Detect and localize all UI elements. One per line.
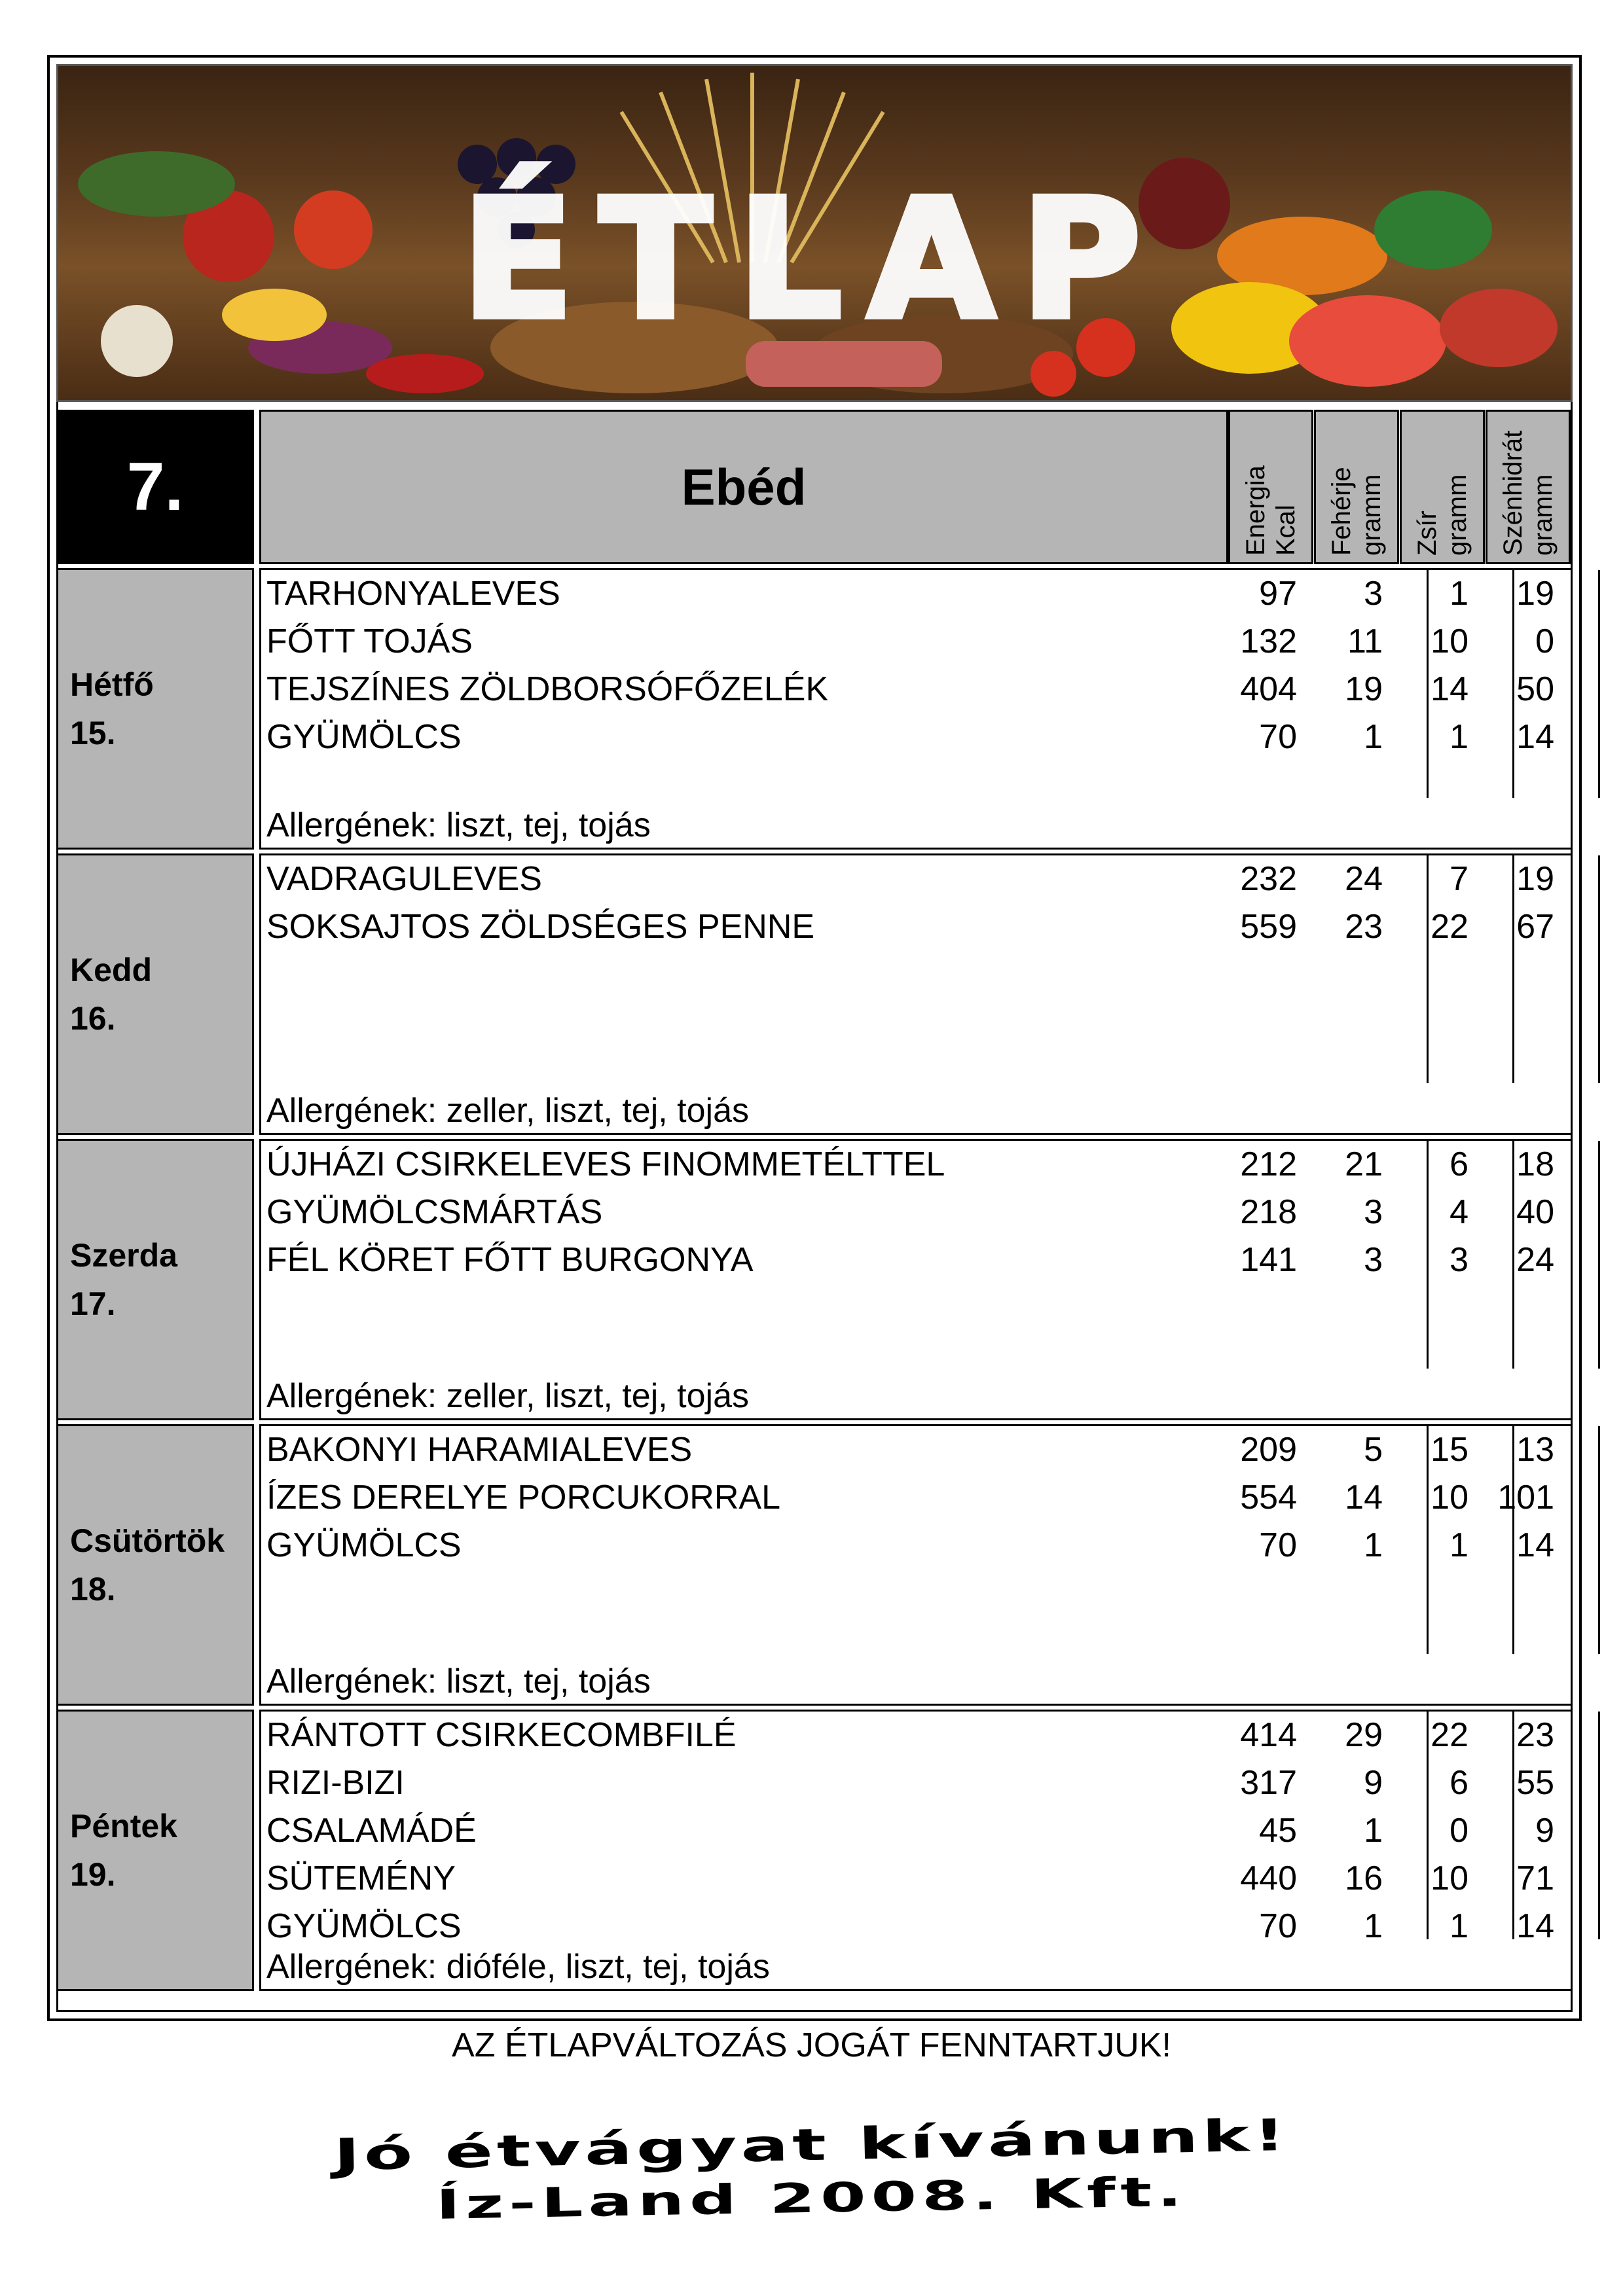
dish-energy: 218 [1240,1193,1297,1231]
day-name: Kedd [70,952,152,988]
dish-row [261,1426,1571,1474]
day-name: Szerda [70,1237,177,1274]
dish-energy: 232 [1240,860,1297,898]
allergen-note: Allergének: liszt, tej, tojás [266,1662,651,1700]
day-dishes [259,568,1573,850]
dish-row [261,1522,1571,1570]
dish-protein: 14 [1345,1479,1383,1516]
allergen-note: Allergének: zeller, liszt, tej, tojás [266,1092,749,1130]
dish-name: GYÜMÖLCS [266,718,462,756]
day-name: Hétfő [70,666,154,703]
dish-carb: 13 [1516,1431,1554,1469]
dish-carb: 67 [1516,908,1554,946]
day-block [56,853,1573,1135]
dish-energy: 212 [1240,1145,1297,1183]
dish-name: FÉL KÖRET FŐTT BURGONYA [266,1241,754,1279]
dish-protein: 29 [1345,1716,1383,1754]
dish-row [261,713,1571,761]
dish-row [261,855,1571,903]
dish-name: GYÜMÖLCS [266,1526,462,1564]
dish-protein: 1 [1364,1526,1383,1564]
dish-carb: 9 [1535,1812,1554,1850]
day-block [56,568,1573,850]
day-dishes [259,1424,1573,1706]
dish-fat: 1 [1450,718,1468,756]
dish-name: CSALAMÁDÉ [266,1812,477,1850]
day-label [56,568,254,850]
dish-carb: 24 [1516,1241,1554,1279]
allergen-note: Allergének: dióféle, liszt, tej, tojás [266,1948,770,1986]
day-date: 16. [70,1000,116,1037]
dish-name: SÜTEMÉNY [266,1859,456,1897]
dish-carb: 19 [1516,575,1554,613]
day-label [56,853,254,1135]
dish-carb: 101 [1497,1479,1554,1516]
meal-title: Ebéd [259,410,1228,564]
dish-protein: 3 [1364,1241,1383,1279]
dish-name: FŐTT TOJÁS [266,622,473,660]
dish-energy: 414 [1240,1716,1297,1754]
dish-energy: 440 [1240,1859,1297,1897]
dish-protein: 3 [1364,1193,1383,1231]
dish-row [261,666,1571,713]
slogan-line1: Jó étvágyat kívánunk! [333,2109,1290,2181]
dish-name: TARHONYALEVES [266,575,560,613]
dish-row [261,570,1571,618]
dish-carb: 50 [1516,670,1554,708]
day-date: 19. [70,1856,116,1893]
week-number: 7. [56,410,254,564]
col-header-carb [1486,410,1571,564]
dish-energy: 97 [1259,575,1297,613]
day-block [56,1710,1573,1991]
dish-energy: 404 [1240,670,1297,708]
dish-row [261,618,1571,666]
dish-row [261,1712,1571,1759]
dish-protein: 21 [1345,1145,1383,1183]
day-name: Péntek [70,1808,177,1844]
dish-row [261,1474,1571,1522]
col-header-line1: Zsír [1413,511,1442,556]
dish-row [261,1855,1571,1903]
dish-protein: 19 [1345,670,1383,708]
column-divider [1598,1141,1600,1369]
dish-protein: 9 [1364,1764,1383,1802]
column-divider [1598,1712,1600,1939]
allergen-note: Allergének: zeller, liszt, tej, tojás [266,1377,749,1415]
dish-carb: 14 [1516,718,1554,756]
dish-name: GYÜMÖLCS [266,1907,462,1945]
col-header-energy [1228,410,1313,564]
col-header-line2: gramm [1357,474,1386,556]
dish-fat: 1 [1450,1526,1468,1564]
dish-energy: 70 [1259,1526,1297,1564]
dish-row [261,1189,1571,1236]
col-header-line2: gramm [1443,474,1472,556]
dish-protein: 16 [1345,1859,1383,1897]
dish-protein: 1 [1364,1907,1383,1945]
dish-protein: 5 [1364,1431,1383,1469]
dish-row [261,1141,1571,1189]
dish-energy: 132 [1240,622,1297,660]
day-dishes [259,853,1573,1135]
dish-fat: 22 [1431,908,1468,946]
dish-carb: 55 [1516,1764,1554,1802]
banner-image [56,64,1573,402]
day-block [56,1424,1573,1706]
col-header-line1: Szénhidrát [1499,430,1527,556]
dish-row [261,903,1571,951]
dish-carb: 23 [1516,1716,1554,1754]
radish-icon [366,354,484,393]
dish-name: GYÜMÖLCSMÁRTÁS [266,1193,603,1231]
col-header-line2: gramm [1529,474,1558,556]
dish-protein: 3 [1364,575,1383,613]
dish-name: TEJSZÍNES ZÖLDBORSÓFŐZELÉK [266,670,829,708]
column-divider [1598,855,1600,1083]
dish-fat: 10 [1431,1479,1468,1516]
dish-name: ÍZES DERELYE PORCUKORRAL [266,1479,781,1516]
dish-carb: 14 [1516,1907,1554,1945]
day-block [56,1139,1573,1420]
col-header-fat [1400,410,1485,564]
day-dishes [259,1139,1573,1420]
dish-fat: 7 [1450,860,1468,898]
day-dishes [259,1710,1573,1991]
dish-energy: 45 [1259,1812,1297,1850]
col-header-protein [1314,410,1399,564]
dish-carb: 71 [1516,1859,1554,1897]
column-divider [1598,1426,1600,1654]
dish-fat: 15 [1431,1431,1468,1469]
dish-name: RÁNTOTT CSIRKECOMBFILÉ [266,1716,737,1754]
dish-fat: 0 [1450,1812,1468,1850]
column-divider [1598,570,1600,798]
dish-carb: 14 [1516,1526,1554,1564]
dish-protein: 24 [1345,860,1383,898]
allergen-note: Allergének: liszt, tej, tojás [266,806,651,844]
dish-row [261,1759,1571,1807]
slogan-line2: Íz-Land 2008. Kft. [435,2168,1188,2229]
dish-name: ÚJHÁZI CSIRKELEVES FINOMMETÉLTTEL [266,1145,945,1183]
dish-energy: 554 [1240,1479,1297,1516]
dish-carb: 19 [1516,860,1554,898]
dish-name: SOKSAJTOS ZÖLDSÉGES PENNE [266,908,815,946]
dish-fat: 10 [1431,622,1468,660]
dish-fat: 1 [1450,575,1468,613]
day-date: 17. [70,1285,116,1322]
day-label [56,1139,254,1420]
tomato-icon [1030,351,1076,397]
dish-protein: 1 [1364,1812,1383,1850]
dish-fat: 10 [1431,1859,1468,1897]
dish-carb: 40 [1516,1193,1554,1231]
dish-carb: 18 [1516,1145,1554,1183]
day-date: 15. [70,715,116,751]
banner-title: ÉTLAP [462,164,1167,355]
dish-fat: 6 [1450,1145,1468,1183]
dish-fat: 4 [1450,1193,1468,1231]
dish-energy: 70 [1259,1907,1297,1945]
dish-protein: 1 [1364,718,1383,756]
dish-energy: 559 [1240,908,1297,946]
dish-carb: 0 [1535,622,1554,660]
dish-row [261,1236,1571,1284]
dish-fat: 6 [1450,1764,1468,1802]
col-header-line1: Energia [1241,465,1270,556]
dish-name: RIZI-BIZI [266,1764,405,1802]
dish-row [261,1807,1571,1855]
day-name: Csütörtök [70,1522,225,1559]
day-label [56,1424,254,1706]
dish-protein: 23 [1345,908,1383,946]
day-label [56,1710,254,1991]
dish-name: VADRAGULEVES [266,860,542,898]
menu-change-note: AZ ÉTLAPVÁLTOZÁS JOGÁT FENNTARTJUK! [452,2026,1171,2064]
dish-fat: 3 [1450,1241,1468,1279]
dish-protein: 11 [1347,622,1383,660]
dish-fat: 14 [1431,670,1468,708]
col-header-line1: Fehérje [1327,467,1356,556]
dish-fat: 22 [1431,1716,1468,1754]
day-date: 18. [70,1571,116,1607]
dish-energy: 317 [1240,1764,1297,1802]
dish-energy: 141 [1240,1241,1297,1279]
dish-energy: 70 [1259,718,1297,756]
dish-name: BAKONYI HARAMIALEVES [266,1431,693,1469]
dish-fat: 1 [1450,1907,1468,1945]
dish-energy: 209 [1240,1431,1297,1469]
col-header-line2: Kcal [1271,505,1300,556]
